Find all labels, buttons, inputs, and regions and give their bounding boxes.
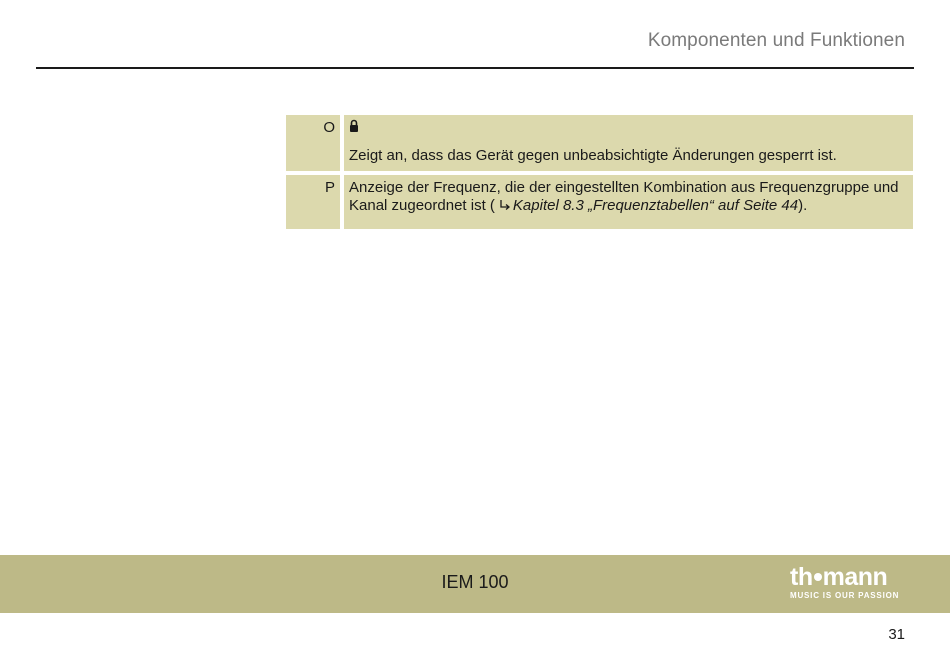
legend-text: Zeigt an, dass das Gerät gegen unbeabsichtigte Änderungen gesperrt ist. — [349, 147, 837, 164]
legend-key: O — [286, 115, 340, 171]
brand-slogan: MUSIC IS OUR PASSION — [790, 591, 900, 600]
lock-icon — [349, 120, 359, 137]
brand-wordmark: th mann — [790, 563, 888, 591]
legend-description — [344, 115, 913, 171]
page-number: 31 — [888, 626, 905, 643]
section-title: Komponenten und Funktionen — [647, 30, 905, 51]
legend-table — [286, 115, 913, 233]
model-name: IEM 100 — [441, 572, 509, 592]
header-rule — [36, 67, 914, 69]
legend-key: P — [286, 175, 340, 229]
legend-row-o — [286, 115, 913, 171]
legend-description — [344, 175, 913, 229]
thomann-logo — [790, 565, 908, 605]
legend-text: Anzeige der Frequenz, die der eingestellten Kombination aus Frequenzgruppe und Kanal zugeordnet ist ( — [349, 179, 899, 214]
legend-row-p — [286, 175, 913, 229]
chapter-reference-link[interactable]: Kapitel 8.3 „Frequenztabellen“ auf Seite 44 — [512, 197, 799, 214]
reference-arrow-icon — [495, 197, 513, 214]
legend-text-end: ). — [798, 197, 808, 214]
